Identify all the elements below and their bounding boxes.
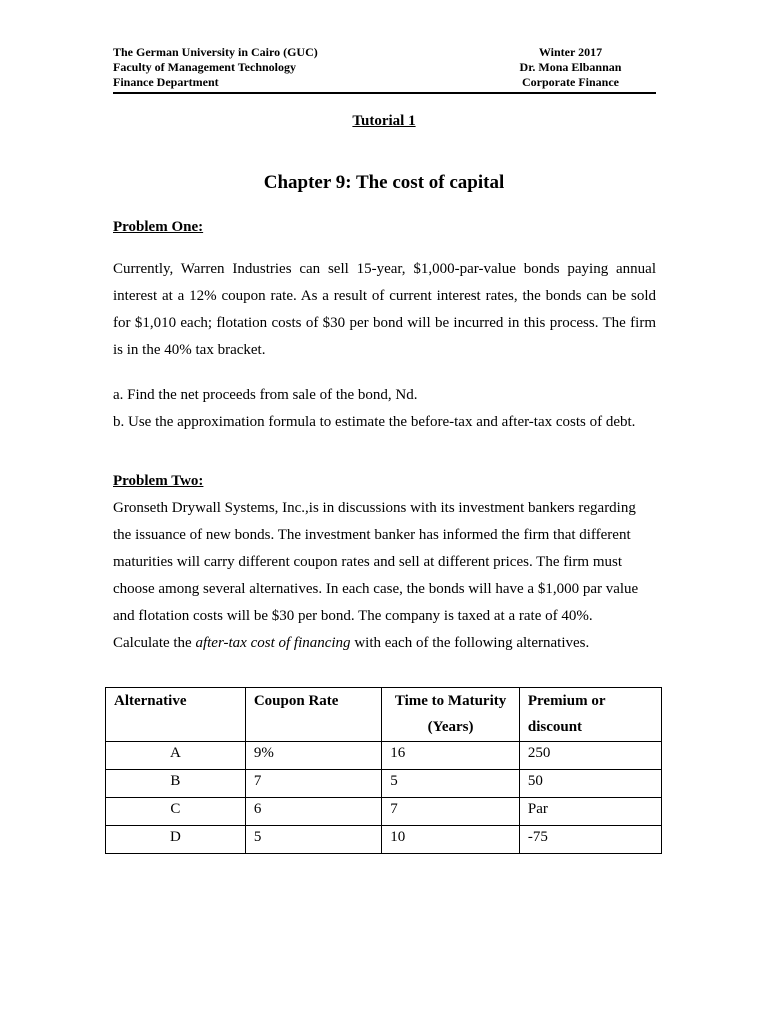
final-line-suffix: with each of the following alternatives. (350, 635, 590, 651)
problem-one-line: Currently, Warren Industries can sell 15-year, $1,000-par-value bonds paying annual (113, 261, 656, 277)
cell-alternative: B (106, 770, 246, 798)
header-faculty: Faculty of Management Technology (113, 60, 296, 74)
header-course-info (518, 45, 623, 90)
cell-alternative: C (106, 798, 246, 826)
cell-coupon: 9% (245, 742, 381, 770)
problem-two-final-line (113, 630, 656, 657)
header-time-line2: (Years) (427, 719, 474, 735)
cell-time: 10 (382, 826, 520, 854)
problem-one-line: interest at a 12% coupon rate. As a result of current interest rates, the bonds can be sold (113, 288, 656, 304)
problem-two-text (113, 495, 656, 657)
problem-two-line: maturities will carry different coupon rates and sell at different prices. The firm must (113, 554, 623, 570)
header-institution (113, 45, 318, 90)
final-line-emphasis: after-tax cost of financing (195, 635, 351, 651)
alternatives-table (105, 687, 662, 854)
chapter-title: Chapter 9: The cost of capital (263, 172, 505, 193)
tutorial-title: Tutorial 1 (352, 113, 416, 129)
cell-alternative: A (106, 742, 246, 770)
question-a: a. Find the net proceeds from sale of the bond, Nd. (113, 387, 418, 403)
problem-two-line: choose among several alternatives. In each case, the bonds will have a $1,000 par value (113, 581, 639, 597)
table-row (106, 798, 662, 826)
header-coupon-rate: Coupon Rate (245, 688, 381, 742)
cell-alternative: D (106, 826, 246, 854)
question-b: b. Use the approximation formula to estimate the before-tax and after-tax costs of debt. (113, 414, 636, 430)
table-row (106, 770, 662, 798)
header-alternative: Alternative (106, 688, 246, 742)
document-header (113, 45, 656, 94)
cell-coupon: 6 (245, 798, 381, 826)
table-header-row (106, 688, 662, 742)
problem-two-heading: Problem Two: (113, 473, 204, 489)
cell-time: 5 (382, 770, 520, 798)
problem-one-line: is in the 40% tax bracket. (113, 342, 266, 358)
header-term: Winter 2017 (538, 45, 603, 59)
table-row (106, 826, 662, 854)
problem-one-heading: Problem One: (113, 219, 204, 235)
table-row (106, 742, 662, 770)
problem-two-line: and flotation costs will be $30 per bond. The company is taxed at a rate of 40%. (113, 608, 593, 624)
problem-two-line: Gronseth Drywall Systems, Inc.,is in discussions with its investment bankers regarding (113, 500, 636, 516)
header-university: The German University in Cairo (GUC) (113, 45, 318, 59)
final-line-prefix: Calculate the (113, 635, 196, 651)
cell-coupon: 7 (245, 770, 381, 798)
header-course: Corporate Finance (522, 75, 619, 89)
cell-premium: -75 (519, 826, 661, 854)
cell-premium: 250 (519, 742, 661, 770)
header-premium-line1: Premium or (527, 693, 606, 709)
cell-premium: Par (519, 798, 661, 826)
header-instructor: Dr. Mona Elbannan (519, 60, 622, 74)
header-premium-discount (519, 688, 661, 742)
header-department: Finance Department (113, 75, 219, 89)
cell-time: 7 (382, 798, 520, 826)
cell-time: 16 (382, 742, 520, 770)
header-time-to-maturity (382, 688, 520, 742)
header-premium-line2: discount (527, 719, 583, 735)
cell-premium: 50 (519, 770, 661, 798)
problem-two-line: the issuance of new bonds. The investment banker has informed the firm that different (113, 527, 631, 543)
problem-one-line: for $1,010 each; flotation costs of $30 per bond will be incurred in this process. The firm (113, 315, 656, 331)
problem-one-questions (113, 382, 635, 436)
header-time-line1: Time to Maturity (394, 693, 507, 709)
problem-one-text (113, 256, 656, 364)
cell-coupon: 5 (245, 826, 381, 854)
